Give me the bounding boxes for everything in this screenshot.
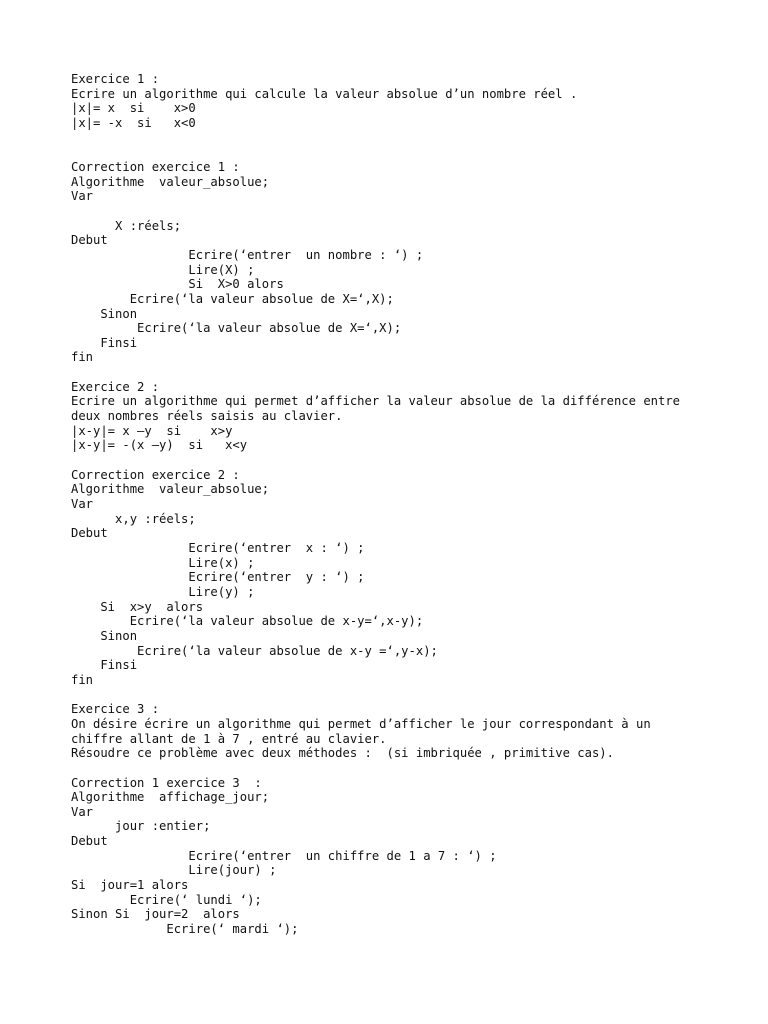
document-line: On désire écrire un algorithme qui permet d’afficher le jour correspondant à un <box>71 716 651 731</box>
document-line: Algorithme valeur_absolue; <box>71 174 270 189</box>
document-line: Var <box>71 189 94 204</box>
document-line <box>71 131 751 146</box>
document-line: Exercice 3 : <box>71 702 160 717</box>
document-line: |x-y|= -(x –y) si x<y <box>71 438 248 453</box>
document-line <box>71 761 751 776</box>
document-line: Ecrire(‘la valeur absolue de x-y=‘,x-y); <box>71 614 424 629</box>
document-line: Ecrire(‘entrer y : ‘) ; <box>71 570 365 585</box>
document-line: Ecrire(‘entrer un chiffre de 1 a 7 : ‘) ; <box>71 848 497 863</box>
document-line: Ecrire(‘ mardi ‘); <box>71 922 299 937</box>
document-line: Var <box>71 497 94 512</box>
document-line: chiffre allant de 1 à 7 , entré au clavier. <box>71 731 387 746</box>
document-line: Ecrire un algorithme qui calcule la valeur absolue d’un nombre réel . <box>71 86 578 101</box>
document-line: Ecrire un algorithme qui permet d’afficher la valeur absolue de la différence entre <box>71 394 681 409</box>
document-line: Correction exercice 2 : <box>71 467 240 482</box>
document-line: Ecrire(‘la valeur absolue de x-y =‘,y-x); <box>71 643 438 658</box>
document-line: Algorithme affichage_jour; <box>71 790 270 805</box>
document-line: Exercice 2 : <box>71 379 160 394</box>
document-line: Résoudre ce problème avec deux méthodes : (si imbriquée , primitive cas). <box>71 746 614 761</box>
document-line: Lire(y) ; <box>71 584 255 599</box>
document-line <box>71 204 751 219</box>
document-line: Ecrire(‘entrer un nombre : ‘) ; <box>71 247 424 262</box>
document-line: Correction 1 exercice 3 : <box>71 775 262 790</box>
document-line <box>71 688 751 703</box>
document-line: Sinon <box>71 628 138 643</box>
document-line: fin <box>71 350 94 365</box>
document-line: Lire(X) ; <box>71 262 255 277</box>
document-line: Ecrire(‘la valeur absolue de X=‘,X); <box>71 321 402 336</box>
document-line: Correction exercice 1 : <box>71 159 240 174</box>
document-line: Sinon Si jour=2 alors <box>71 907 240 922</box>
document-line: Exercice 1 : <box>71 72 160 86</box>
document-line: Si X>0 alors <box>71 277 284 292</box>
document-line: Debut <box>71 834 108 849</box>
document-line: x,y :réels; <box>71 511 196 526</box>
document-line: X :réels; <box>71 218 182 233</box>
document-line: |x|= x si x>0 <box>71 101 196 116</box>
document-line: deux nombres réels saisis au clavier. <box>71 409 343 424</box>
document-line: Sinon <box>71 306 138 321</box>
document-line: Var <box>71 804 94 819</box>
document-line: Debut <box>71 526 108 541</box>
document-line: fin <box>71 672 94 687</box>
document-line: Ecrire(‘entrer x : ‘) ; <box>71 541 365 555</box>
document-line: Finsi <box>71 658 138 673</box>
document-line: Si x>y alors <box>71 599 204 614</box>
document-line: Si jour=1 alors <box>71 878 189 893</box>
document-line: Debut <box>71 233 108 248</box>
document-line: Algorithme valeur_absolue; <box>71 482 270 497</box>
document-line: Finsi <box>71 335 138 350</box>
document-line <box>71 365 751 380</box>
document-line: Lire(x) ; <box>71 555 255 570</box>
document-line: jour :entier; <box>71 819 211 834</box>
document-line: Ecrire(‘la valeur absolue de X=‘,X); <box>71 291 394 306</box>
document-line: |x-y|= x –y si x>y <box>71 423 233 438</box>
document-line <box>71 453 751 468</box>
document-line: |x|= -x si x<0 <box>71 115 196 130</box>
document-line: Ecrire(‘ lundi ‘); <box>71 892 262 907</box>
document-body <box>71 72 751 937</box>
document-line: Lire(jour) ; <box>71 863 277 878</box>
document-line <box>71 145 751 160</box>
